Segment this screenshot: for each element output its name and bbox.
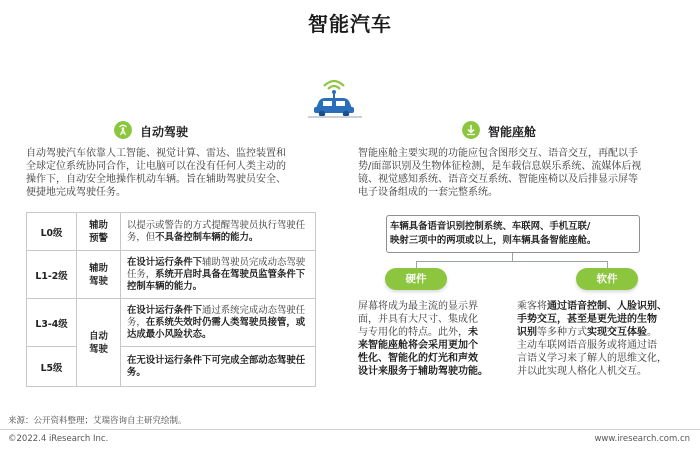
software-description: 乘客将通过语音控制、人脸识别、 手势交互，甚至是更先进的生物 识别等多种方式实现交互体验。 主动车联网语音服务或将通过语 言语义学习来了解人的思维文化， 并以此实现人格化人机交互。 <box>517 301 667 377</box>
connected-car-icon <box>310 74 358 118</box>
hardware-pill: 硬件 <box>385 268 447 290</box>
source-note: 来源：公开资料整理；艾瑞咨询自主研究绘制。 <box>8 416 187 426</box>
divider <box>308 116 362 118</box>
level-description: 在设计运行条件下辅助驾驶员完成动态驾驶任务，系统开启时具备在驾驶员监管条件下控制车辆的能力。 <box>121 251 316 299</box>
hardware-description: 屏幕将成为最主流的显示界 面，并具有大尺寸、集成化 与专用化的特点。此外，未 来智能座舱将会采用更加个 性化、智能化的灯光和声效 设计来服务于辅助驾驶功能。 <box>358 301 488 377</box>
level-label: L5级 <box>27 347 77 387</box>
requirement-text: 车辆具备语音识别控制系统、车联网、手机互联/ 映射三项中的两项或以上，则车辆具备智能座舱。 <box>390 221 597 246</box>
software-pill: 软件 <box>576 268 638 290</box>
level-description: 在设计运行条件下通过系统完成动态驾驶任务，在系统失效时仍需人类驾驶员接管，或达成最小风险状态。 <box>121 299 316 347</box>
website-link[interactable]: www.iresearch.com.cn <box>594 434 690 444</box>
level-description: 以提示或警告的方式提醒驾驶员执行驾驶任务，但不具备控制车辆的能力。 <box>121 213 316 251</box>
connector-line <box>416 261 608 262</box>
level-label: L3-4级 <box>27 299 77 347</box>
level-type: 辅助 预警 <box>77 213 121 251</box>
table-row <box>27 347 316 387</box>
page-title: 智能汽车 <box>308 12 392 36</box>
table-row <box>27 213 316 251</box>
level-label: L1-2级 <box>27 251 77 299</box>
signal-tower-icon <box>114 121 132 139</box>
levels-table <box>26 212 316 387</box>
table-row <box>27 299 316 347</box>
autonomous-title: 自动驾驶 <box>140 125 189 139</box>
level-label: L0级 <box>27 213 77 251</box>
connector-line <box>512 253 513 261</box>
cockpit-description: 智能座舱主要实现的功能应包含图形交互、语音交互，再配以手 势/面部识别及生物体征检测，是车载信息娱乐系统、流媒体后视 镜、视觉感知系统、语音交互系统、智能座椅以及后排显示屏等 电子设备组成的一套完整系统。 <box>358 148 642 198</box>
download-arrow-icon <box>462 121 480 139</box>
table-row <box>27 251 316 299</box>
copyright: ©2022.4 iResearch Inc. <box>8 434 109 444</box>
level-type: 自动 驾驶 <box>77 299 121 387</box>
autonomous-description: 自动驾驶汽车依靠人工智能、视觉计算、雷达、监控装置和 全球定位系统协同合作，让电脑可以在没有任何人类主动的 操作下，自动安全地操作机动车辆。旨在辅助驾驶员安全、 便捷地完成驾驶任务。 <box>26 148 286 198</box>
level-description: 在无设计运行条件下可完成全部动态驾驶任务。 <box>121 347 316 387</box>
cockpit-title: 智能座舱 <box>488 125 537 139</box>
footer-divider <box>0 429 700 430</box>
level-type: 辅助 驾驶 <box>77 251 121 299</box>
